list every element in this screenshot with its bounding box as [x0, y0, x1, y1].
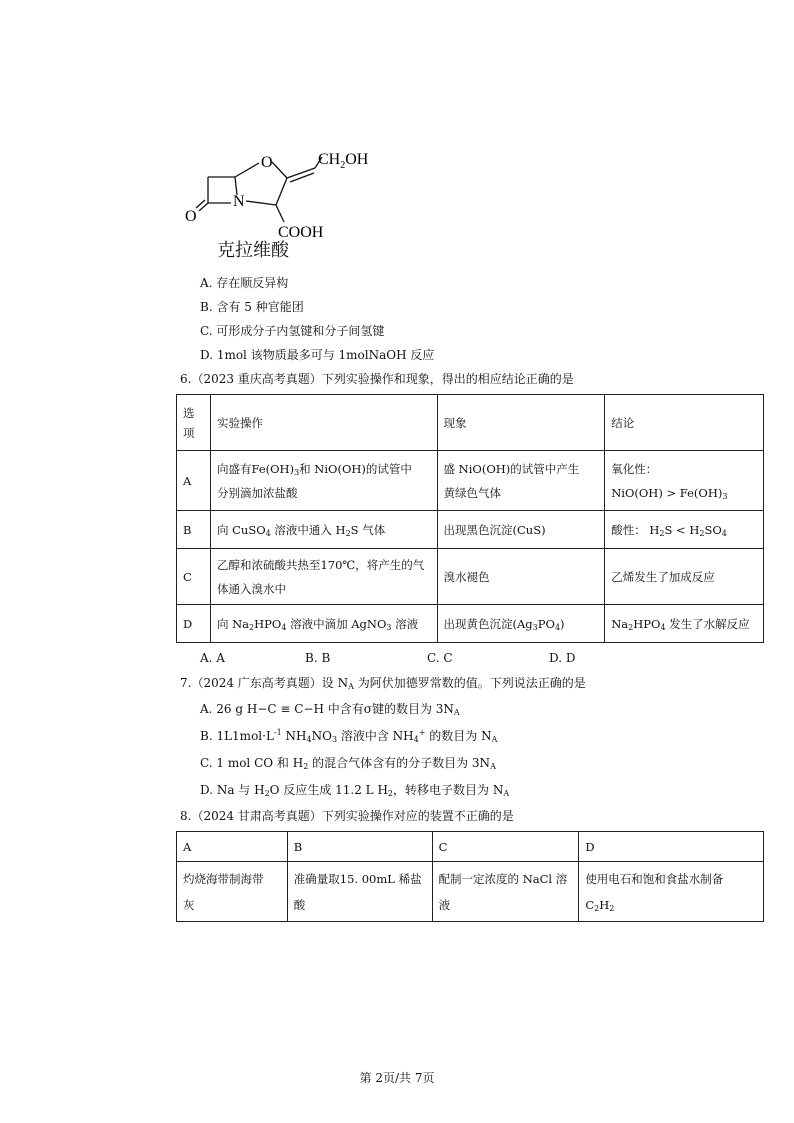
q8-stem: 8.（2024 甘肃高考真题）下列实验操作对应的装置不正确的是: [180, 809, 514, 823]
q8-header-row: [177, 832, 764, 862]
q6-row-phenomenon: 溴水褪色: [437, 549, 605, 605]
q7-option-b: B. $1L1mol\cdot L^{-1}$ $NH_4NO_3$ 溶液中含 $NH_4^+$ 的数目为 $N_A$: [200, 728, 498, 744]
q6-header-option: 选 项: [177, 395, 211, 451]
q6-row-operation: 乙醇和浓硫酸共热至170℃，将产生的气 体通入溴水中: [210, 549, 437, 605]
q8-cell-a: 灼烧海带制海带 灰: [177, 862, 288, 922]
q7-option-d: D. Na 与 $H_2O$ 反应生成 11.2 L $H_2$，转移电子数目为 $N_A$: [200, 783, 510, 798]
q6-row-a: [177, 451, 764, 511]
q6-row-conclusion: 酸性： $H_2S < H_2SO_4$: [605, 511, 764, 549]
q6-row-operation: 向 CuSO$_4$ 溶液中通入 $H_2S$ 气体: [210, 511, 437, 549]
q7-option-c: C. 1 mol CO 和 $H_2$ 的混合气体含有的分子数目为 $3N_A$: [200, 756, 496, 771]
q6-row-phenomenon: 出现黑色沉淀(CuS): [437, 511, 605, 549]
q7-option-a: A. 26 g H−C ≡ C−H 中含有σ键的数目为 $3N_A$: [200, 702, 460, 717]
q6-row-phenomenon: 出现黄色沉淀$(Ag_3PO_4)$: [437, 605, 605, 643]
q6-row-option: B: [177, 511, 211, 549]
cooh-group: COOH: [278, 224, 324, 240]
molecule-drawing: [180, 140, 400, 240]
q8-table: [176, 831, 764, 922]
molecule-name: 克拉维酸: [217, 240, 289, 261]
q6-header-phenomenon: 现象: [437, 395, 605, 451]
q6-header-operation: 实验操作: [210, 395, 437, 451]
q6-row-c: [177, 549, 764, 605]
q6-header-row: [177, 395, 764, 451]
q5-option-c: C. 可形成分子内氢键和分子间氢键: [200, 324, 385, 338]
q6-row-phenomenon: 盛 NiO(OH)的试管中产生 黄绿色气体: [437, 451, 605, 511]
q6-answer-c: C. C: [427, 651, 453, 665]
q6-stem: 6.（2023 重庆高考真题）下列实验操作和现象，得出的相应结论正确的是: [180, 372, 574, 386]
q8-header-d: D: [579, 832, 764, 862]
q6-row-conclusion: 乙烯发生了加成反应: [605, 549, 764, 605]
q8-cell-c: 配制一定浓度的 NaCl 溶 液: [432, 862, 579, 922]
q6-row-option: C: [177, 549, 211, 605]
q6-row-conclusion: $Na_2HPO_4$ 发生了水解反应: [605, 605, 764, 643]
q5-option-b: B. 含有 5 种官能团: [200, 300, 304, 314]
q7-stem: 7.（2024 广东高考真题）设 $N_A$ 为阿伏加德罗常数的值。下列说法正确的是: [180, 676, 586, 691]
q6-answer-b: B. B: [305, 651, 331, 665]
q5-option-d: D. 1mol 该物质最多可与 1molNaOH 反应: [200, 348, 435, 362]
q6-row-conclusion: 氧化性： $NiO(OH) > Fe(OH)_3$: [605, 451, 764, 511]
page-footer: 第 2页/共 7页: [359, 1071, 435, 1085]
q6-row-option: A: [177, 451, 211, 511]
clavulanic-acid-structure: [180, 140, 400, 270]
q6-answer-a: A. A: [200, 651, 225, 665]
ring-oxygen-atom: O: [261, 154, 273, 171]
ch2oh-group: $CH_2OH$: [318, 151, 369, 171]
q5-option-a: A. 存在顺反异构: [200, 276, 289, 290]
q8-cell-d: 使用电石和饱和食盐水制备 $C_2H_2$: [579, 862, 764, 922]
q6-header-conclusion: 结论: [605, 395, 764, 451]
q8-content-row: [177, 862, 764, 922]
q8-header-c: C: [432, 832, 579, 862]
nitrogen-atom: N: [233, 193, 245, 210]
q6-row-operation: 向 $Na_2HPO_4$ 溶液中滴加 AgNO$_3$ 溶液: [210, 605, 437, 643]
q6-row-d: [177, 605, 764, 643]
keto-oxygen-atom: O: [185, 208, 197, 225]
q8-header-b: B: [287, 832, 432, 862]
q6-row-operation: 向盛有$Fe(OH)_3$和 NiO(OH)的试管中 分别滴加浓盐酸: [210, 451, 437, 511]
q8-header-a: A: [177, 832, 288, 862]
q6-answer-d: D. D: [549, 651, 576, 665]
q6-row-b: [177, 511, 764, 549]
q6-table: [176, 394, 764, 643]
q8-cell-b: 准确量取15. 00mL 稀盐 酸: [287, 862, 432, 922]
q6-row-option: D: [177, 605, 211, 643]
